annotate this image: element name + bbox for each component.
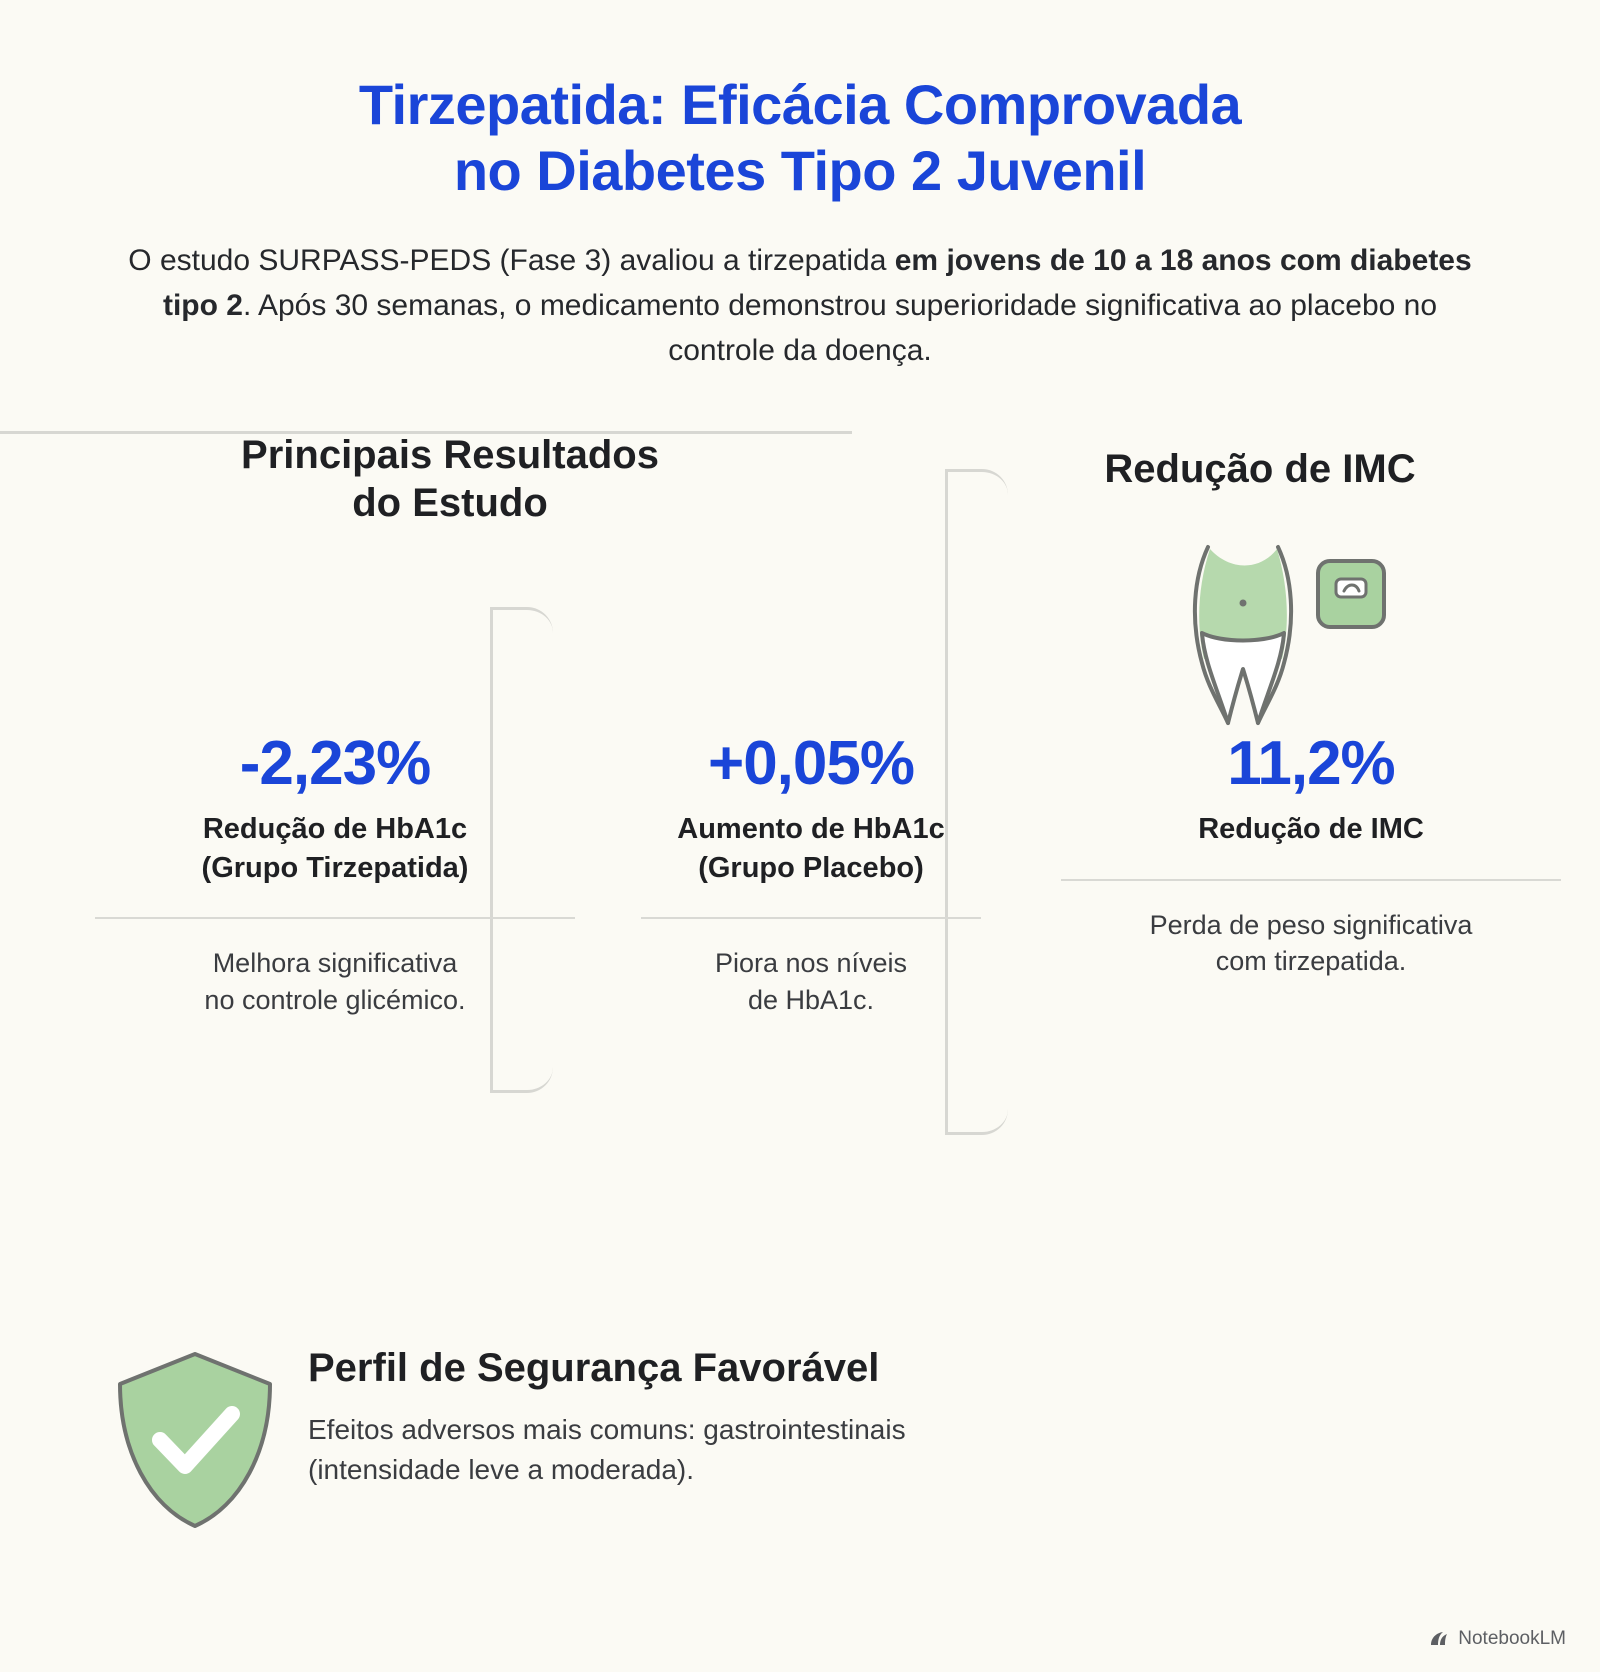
results-title-line2: do Estudo (352, 481, 548, 526)
safety-description-line1: Efeitos adversos mais comuns: gastrointestinais (308, 1414, 906, 1445)
shield-check-icon (110, 1348, 280, 1533)
safety-description (308, 1410, 906, 1490)
metric-label-line1: Redução de IMC (1198, 813, 1424, 846)
metric-description (1061, 907, 1561, 980)
metric-label-line2: (Grupo Tirzepatida) (201, 851, 469, 884)
metric-divider (1061, 879, 1561, 881)
intro-paragraph (120, 238, 1480, 373)
metrics-row (0, 731, 1600, 1018)
metric-label-line1: Aumento de HbA1c (677, 813, 945, 846)
safety-section (100, 1342, 1500, 1533)
metric-description (95, 945, 575, 1018)
footer-brand-label: NotebookLM (1458, 1628, 1566, 1649)
metric-description-line2: com tirzepatida. (1215, 946, 1407, 977)
metric-value: +0,05% (707, 729, 914, 799)
results-title-line1: Principais Resultados (241, 433, 659, 478)
intro-text-part2: . Após 30 semanas, o medicamento demonstrou superioridade significativa ao placebo no controle da doença. (242, 289, 1438, 368)
metric-label (1061, 810, 1561, 848)
results-section-title (100, 431, 800, 527)
metric-description (641, 945, 981, 1018)
page-title (150, 72, 1450, 204)
metric-label (641, 810, 981, 887)
metric-card-hba1c-tirzepatide (95, 731, 575, 1018)
metric-description-line2: no controle glicémico. (204, 984, 466, 1015)
intro-text-part1: O estudo SURPASS-PEDS (Fase 3) avaliou a tirzepatida (128, 244, 895, 278)
metric-card-hba1c-placebo (641, 731, 981, 1018)
metric-card-bmi (1061, 731, 1561, 1018)
results-section (0, 431, 1600, 1191)
metric-label (95, 810, 575, 887)
footer-brand (1428, 1628, 1566, 1650)
safety-description-line2: (intensidade leve a moderada). (308, 1453, 695, 1485)
notebooklm-logo-icon (1428, 1629, 1450, 1649)
body-scale-icon (1150, 541, 1410, 731)
shield-check-wrapper (100, 1342, 290, 1533)
metric-divider (641, 917, 981, 919)
metric-divider (95, 917, 575, 919)
bmi-section-title: Redução de IMC (1104, 447, 1416, 492)
metric-description-line1: Perda de peso significativa (1149, 909, 1473, 940)
safety-text-block (290, 1342, 906, 1490)
body-weight-illustration (1150, 541, 1410, 731)
metric-value: -2,23% (239, 729, 431, 799)
intro-text-bold: em jovens de 10 a 18 anos com diabetes tipo 2 (162, 244, 1472, 323)
metric-value: 11,2% (1227, 729, 1395, 799)
metric-label-line1: Redução de HbA1c (202, 813, 468, 846)
page-title-line2: no Diabetes Tipo 2 Juvenil (453, 139, 1147, 203)
infographic-page (0, 72, 1600, 1672)
metric-description-line1: Melhora significativa (212, 947, 458, 978)
metric-description-line1: Piora nos níveis (714, 947, 908, 978)
safety-title: Perfil de Segurança Favorável (308, 1346, 880, 1390)
page-title-line1: Tirzepatida: Eficácia Comprovada (358, 73, 1242, 136)
metric-label-line2: (Grupo Placebo) (698, 851, 924, 884)
metric-description-line2: de HbA1c. (747, 984, 875, 1015)
